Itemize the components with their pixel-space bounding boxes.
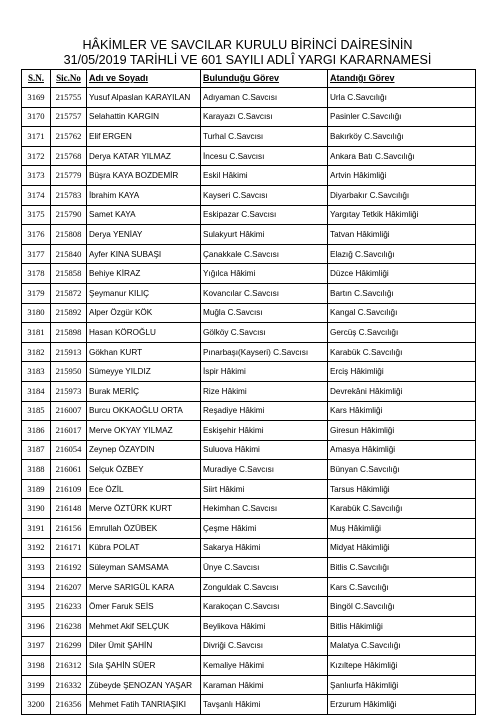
table-row bbox=[22, 519, 476, 539]
cell-sn: 3189 bbox=[22, 479, 51, 499]
cell-sicil: 216356 bbox=[51, 695, 87, 715]
header-current-post: Bulunduğu Görev bbox=[201, 70, 328, 88]
cell-name: Merve SARIGÜL KARA bbox=[87, 577, 201, 597]
cell-sicil: 215768 bbox=[51, 146, 87, 166]
cell-sn: 3196 bbox=[22, 617, 51, 637]
table-row bbox=[22, 460, 476, 480]
cell-sn: 3177 bbox=[22, 244, 51, 264]
cell-sicil: 215913 bbox=[51, 342, 87, 362]
cell-assigned-post: Şanlıurfa Hâkimliği bbox=[328, 675, 476, 695]
appointments-table bbox=[21, 69, 476, 715]
cell-assigned-post: Bakırköy C.Savcılığı bbox=[328, 127, 476, 147]
cell-assigned-post: Bitlis C.Savcılığı bbox=[328, 558, 476, 578]
cell-sicil: 216207 bbox=[51, 577, 87, 597]
table-row bbox=[22, 381, 476, 401]
table-row bbox=[22, 440, 476, 460]
cell-name: Mehmet Akif SELÇUK bbox=[87, 617, 201, 637]
cell-name: Emrullah ÖZÜBEK bbox=[87, 519, 201, 539]
cell-name: Süleyman SAMSAMA bbox=[87, 558, 201, 578]
cell-name: Elif ERGEN bbox=[87, 127, 201, 147]
table-row bbox=[22, 695, 476, 715]
cell-current-post: Eskişehir Hâkimi bbox=[201, 421, 328, 441]
cell-assigned-post: Bartın C.Savcılığı bbox=[328, 283, 476, 303]
cell-sicil: 216171 bbox=[51, 538, 87, 558]
cell-current-post: Kovancılar C.Savcısı bbox=[201, 283, 328, 303]
table-row bbox=[22, 303, 476, 323]
cell-sicil: 216299 bbox=[51, 636, 87, 656]
cell-sicil: 215950 bbox=[51, 362, 87, 382]
cell-current-post: Reşadiye Hâkimi bbox=[201, 401, 328, 421]
cell-current-post: Eskil Hâkimi bbox=[201, 166, 328, 186]
cell-name: Gökhan KURT bbox=[87, 342, 201, 362]
table-row bbox=[22, 127, 476, 147]
cell-name: Selahattin KARGIN bbox=[87, 107, 201, 127]
cell-current-post: Siirt Hâkimi bbox=[201, 479, 328, 499]
cell-current-post: Karakoçan C.Savcısı bbox=[201, 597, 328, 617]
cell-current-post: Çanakkale C.Savcısı bbox=[201, 244, 328, 264]
cell-assigned-post: Giresun Hâkimliği bbox=[328, 421, 476, 441]
cell-assigned-post: Kars C.Savcılığı bbox=[328, 577, 476, 597]
cell-current-post: Sakarya Hâkimi bbox=[201, 538, 328, 558]
cell-assigned-post: Elazığ C.Savcılığı bbox=[328, 244, 476, 264]
cell-sn: 3199 bbox=[22, 675, 51, 695]
cell-current-post: Sulakyurt Hâkimi bbox=[201, 225, 328, 245]
cell-sn: 3190 bbox=[22, 499, 51, 519]
cell-sn: 3176 bbox=[22, 225, 51, 245]
cell-name: Kübra POLAT bbox=[87, 538, 201, 558]
cell-assigned-post: Tatvan Hâkimliği bbox=[328, 225, 476, 245]
cell-assigned-post: Kangal C.Savcılığı bbox=[328, 303, 476, 323]
table-row bbox=[22, 479, 476, 499]
table-row bbox=[22, 283, 476, 303]
table-row bbox=[22, 225, 476, 245]
cell-sicil: 215892 bbox=[51, 303, 87, 323]
cell-name: Zeynep ÖZAYDIN bbox=[87, 440, 201, 460]
cell-name: Ece ÖZİL bbox=[87, 479, 201, 499]
cell-sn: 3173 bbox=[22, 166, 51, 186]
cell-name: Burak MERİÇ bbox=[87, 381, 201, 401]
cell-current-post: Kayseri C.Savcısı bbox=[201, 185, 328, 205]
cell-current-post: Suluova Hâkimi bbox=[201, 440, 328, 460]
table-row bbox=[22, 538, 476, 558]
cell-name: Ömer Faruk SEİS bbox=[87, 597, 201, 617]
cell-sn: 3193 bbox=[22, 558, 51, 578]
cell-sicil: 216312 bbox=[51, 656, 87, 676]
cell-name: Hasan KÖROĞLU bbox=[87, 323, 201, 343]
cell-assigned-post: Amasya Hâkimliği bbox=[328, 440, 476, 460]
cell-sicil: 215790 bbox=[51, 205, 87, 225]
cell-sn: 3172 bbox=[22, 146, 51, 166]
cell-sn: 3180 bbox=[22, 303, 51, 323]
cell-sn: 3186 bbox=[22, 421, 51, 441]
cell-assigned-post: Ankara Batı C.Savcılığı bbox=[328, 146, 476, 166]
cell-sn: 3179 bbox=[22, 283, 51, 303]
cell-sn: 3198 bbox=[22, 656, 51, 676]
cell-current-post: Muğla C.Savcısı bbox=[201, 303, 328, 323]
cell-assigned-post: Karabük C.Savcılığı bbox=[328, 499, 476, 519]
cell-current-post: Hekimhan C.Savcısı bbox=[201, 499, 328, 519]
table-row bbox=[22, 421, 476, 441]
cell-sn: 3169 bbox=[22, 88, 51, 108]
cell-current-post: Beylikova Hâkimi bbox=[201, 617, 328, 637]
table-row bbox=[22, 342, 476, 362]
cell-assigned-post: Pasinler C.Savcılığı bbox=[328, 107, 476, 127]
cell-sn: 3175 bbox=[22, 205, 51, 225]
table-row bbox=[22, 166, 476, 186]
cell-name: İbrahim KAYA bbox=[87, 185, 201, 205]
cell-current-post: Karayazı C.Savcısı bbox=[201, 107, 328, 127]
cell-assigned-post: Tarsus Hâkimliği bbox=[328, 479, 476, 499]
cell-sn: 3182 bbox=[22, 342, 51, 362]
header-name: Adı ve Soyadı bbox=[87, 70, 201, 88]
cell-name: Şeymanur KILIÇ bbox=[87, 283, 201, 303]
cell-sn: 3188 bbox=[22, 460, 51, 480]
cell-sicil: 215783 bbox=[51, 185, 87, 205]
cell-assigned-post: Malatya C.Savcılığı bbox=[328, 636, 476, 656]
cell-sicil: 216148 bbox=[51, 499, 87, 519]
cell-current-post: Yığılca Hâkimi bbox=[201, 264, 328, 284]
table-header-row bbox=[22, 70, 476, 88]
cell-sn: 3191 bbox=[22, 519, 51, 539]
cell-assigned-post: Bitlis Hâkimliği bbox=[328, 617, 476, 637]
title-line-1: HÂKİMLER VE SAVCILAR KURULU BİRİNCİ DAİRESİNİN bbox=[82, 38, 413, 52]
table-row bbox=[22, 362, 476, 382]
table-body bbox=[22, 88, 476, 715]
document-title bbox=[0, 38, 495, 67]
table-row bbox=[22, 323, 476, 343]
cell-assigned-post: Muş Hâkimliği bbox=[328, 519, 476, 539]
cell-current-post: İspir Hâkimi bbox=[201, 362, 328, 382]
cell-assigned-post: Midyat Hâkimliği bbox=[328, 538, 476, 558]
cell-current-post: Pınarbaşı(Kayseri) C.Savcısı bbox=[201, 342, 328, 362]
cell-current-post: Muradiye C.Savcısı bbox=[201, 460, 328, 480]
cell-sicil: 215858 bbox=[51, 264, 87, 284]
cell-sicil: 215779 bbox=[51, 166, 87, 186]
cell-assigned-post: Gercüş C.Savcılığı bbox=[328, 323, 476, 343]
cell-assigned-post: Artvin Hâkimliği bbox=[328, 166, 476, 186]
cell-assigned-post: Bünyan C.Savcılığı bbox=[328, 460, 476, 480]
cell-current-post: Kemaliye Hâkimi bbox=[201, 656, 328, 676]
cell-assigned-post: Urla C.Savcılığı bbox=[328, 88, 476, 108]
cell-name: Alper Özgür KÖK bbox=[87, 303, 201, 323]
cell-sicil: 216054 bbox=[51, 440, 87, 460]
header-assigned-post: Atandığı Görev bbox=[328, 70, 476, 88]
cell-assigned-post: Kızıltepe Hâkimliği bbox=[328, 656, 476, 676]
table-row bbox=[22, 577, 476, 597]
cell-sn: 3200 bbox=[22, 695, 51, 715]
cell-current-post: Karaman Hâkimi bbox=[201, 675, 328, 695]
table-row bbox=[22, 401, 476, 421]
cell-name: Behiye KİRAZ bbox=[87, 264, 201, 284]
cell-assigned-post: Düzce Hâkimliği bbox=[328, 264, 476, 284]
cell-sn: 3192 bbox=[22, 538, 51, 558]
cell-sicil: 216332 bbox=[51, 675, 87, 695]
cell-sicil: 215840 bbox=[51, 244, 87, 264]
cell-current-post: Adıyaman C.Savcısı bbox=[201, 88, 328, 108]
cell-sicil: 215973 bbox=[51, 381, 87, 401]
table-row bbox=[22, 264, 476, 284]
cell-name: Merve ÖZTÜRK KURT bbox=[87, 499, 201, 519]
cell-name: Derya KATAR YILMAZ bbox=[87, 146, 201, 166]
cell-name: Sıla ŞAHİN SÜER bbox=[87, 656, 201, 676]
table-row bbox=[22, 617, 476, 637]
table-row bbox=[22, 636, 476, 656]
header-sn: S.N. bbox=[22, 70, 51, 88]
cell-current-post: Çeşme Hâkimi bbox=[201, 519, 328, 539]
table-row bbox=[22, 205, 476, 225]
cell-sn: 3185 bbox=[22, 401, 51, 421]
table-row bbox=[22, 244, 476, 264]
cell-name: Derya YENİAY bbox=[87, 225, 201, 245]
cell-sn: 3187 bbox=[22, 440, 51, 460]
cell-sicil: 215898 bbox=[51, 323, 87, 343]
cell-sn: 3183 bbox=[22, 362, 51, 382]
cell-sn: 3197 bbox=[22, 636, 51, 656]
cell-sicil: 216017 bbox=[51, 421, 87, 441]
cell-sn: 3174 bbox=[22, 185, 51, 205]
cell-sn: 3181 bbox=[22, 323, 51, 343]
cell-assigned-post: Devrekâni Hâkimliği bbox=[328, 381, 476, 401]
cell-sicil: 215757 bbox=[51, 107, 87, 127]
table-row bbox=[22, 558, 476, 578]
cell-name: Samet KAYA bbox=[87, 205, 201, 225]
cell-sicil: 216238 bbox=[51, 617, 87, 637]
cell-current-post: Gölköy C.Savcısı bbox=[201, 323, 328, 343]
cell-current-post: Zonguldak C.Savcısı bbox=[201, 577, 328, 597]
cell-sicil: 215808 bbox=[51, 225, 87, 245]
cell-assigned-post: Yargıtay Tetkik Hâkimliği bbox=[328, 205, 476, 225]
cell-sicil: 216109 bbox=[51, 479, 87, 499]
cell-current-post: İncesu C.Savcısı bbox=[201, 146, 328, 166]
cell-current-post: Ünye C.Savcısı bbox=[201, 558, 328, 578]
cell-name: Ayfer KINA SUBAŞI bbox=[87, 244, 201, 264]
cell-assigned-post: Karabük C.Savcılığı bbox=[328, 342, 476, 362]
title-line-2: 31/05/2019 TARİHLİ VE 601 SAYILI ADLÎ YARGI KARARNAMESİ bbox=[63, 52, 432, 67]
table-row bbox=[22, 656, 476, 676]
cell-name: Sümeyye YILDIZ bbox=[87, 362, 201, 382]
cell-name: Selçuk ÖZBEY bbox=[87, 460, 201, 480]
cell-current-post: Turhal C.Savcısı bbox=[201, 127, 328, 147]
table-row bbox=[22, 88, 476, 108]
table-row bbox=[22, 499, 476, 519]
cell-sn: 3171 bbox=[22, 127, 51, 147]
table-row bbox=[22, 185, 476, 205]
cell-sn: 3194 bbox=[22, 577, 51, 597]
cell-assigned-post: Erciş Hâkimliği bbox=[328, 362, 476, 382]
cell-current-post: Divriği C.Savcısı bbox=[201, 636, 328, 656]
cell-assigned-post: Diyarbakır C.Savcılığı bbox=[328, 185, 476, 205]
table-row bbox=[22, 107, 476, 127]
cell-name: Merve OKYAY YILMAZ bbox=[87, 421, 201, 441]
table-row bbox=[22, 675, 476, 695]
header-sicil: Sic.No bbox=[51, 70, 87, 88]
cell-sn: 3195 bbox=[22, 597, 51, 617]
cell-name: Burcu OKKAOĞLU ORTA bbox=[87, 401, 201, 421]
cell-assigned-post: Erzurum Hâkimliği bbox=[328, 695, 476, 715]
cell-name: Yusuf Alpaslan KARAYILAN bbox=[87, 88, 201, 108]
cell-sn: 3184 bbox=[22, 381, 51, 401]
cell-name: Büşra KAYA BOZDEMİR bbox=[87, 166, 201, 186]
cell-sn: 3170 bbox=[22, 107, 51, 127]
cell-name: Mehmet Fatih TANRIAŞIKI bbox=[87, 695, 201, 715]
table-row bbox=[22, 597, 476, 617]
cell-sicil: 216061 bbox=[51, 460, 87, 480]
cell-sicil: 215762 bbox=[51, 127, 87, 147]
cell-sicil: 215872 bbox=[51, 283, 87, 303]
cell-assigned-post: Bingöl C.Savcılığı bbox=[328, 597, 476, 617]
cell-current-post: Rize Hâkimi bbox=[201, 381, 328, 401]
cell-assigned-post: Kars Hâkimliği bbox=[328, 401, 476, 421]
cell-sn: 3178 bbox=[22, 264, 51, 284]
cell-sicil: 216233 bbox=[51, 597, 87, 617]
cell-name: Diler Ümit ŞAHİN bbox=[87, 636, 201, 656]
cell-current-post: Tavşanlı Hâkimi bbox=[201, 695, 328, 715]
cell-current-post: Eskipazar C.Savcısı bbox=[201, 205, 328, 225]
cell-sicil: 215755 bbox=[51, 88, 87, 108]
cell-sicil: 216007 bbox=[51, 401, 87, 421]
table-row bbox=[22, 146, 476, 166]
cell-sicil: 216192 bbox=[51, 558, 87, 578]
cell-sicil: 216156 bbox=[51, 519, 87, 539]
cell-name: Zübeyde ŞENOZAN YAŞAR bbox=[87, 675, 201, 695]
